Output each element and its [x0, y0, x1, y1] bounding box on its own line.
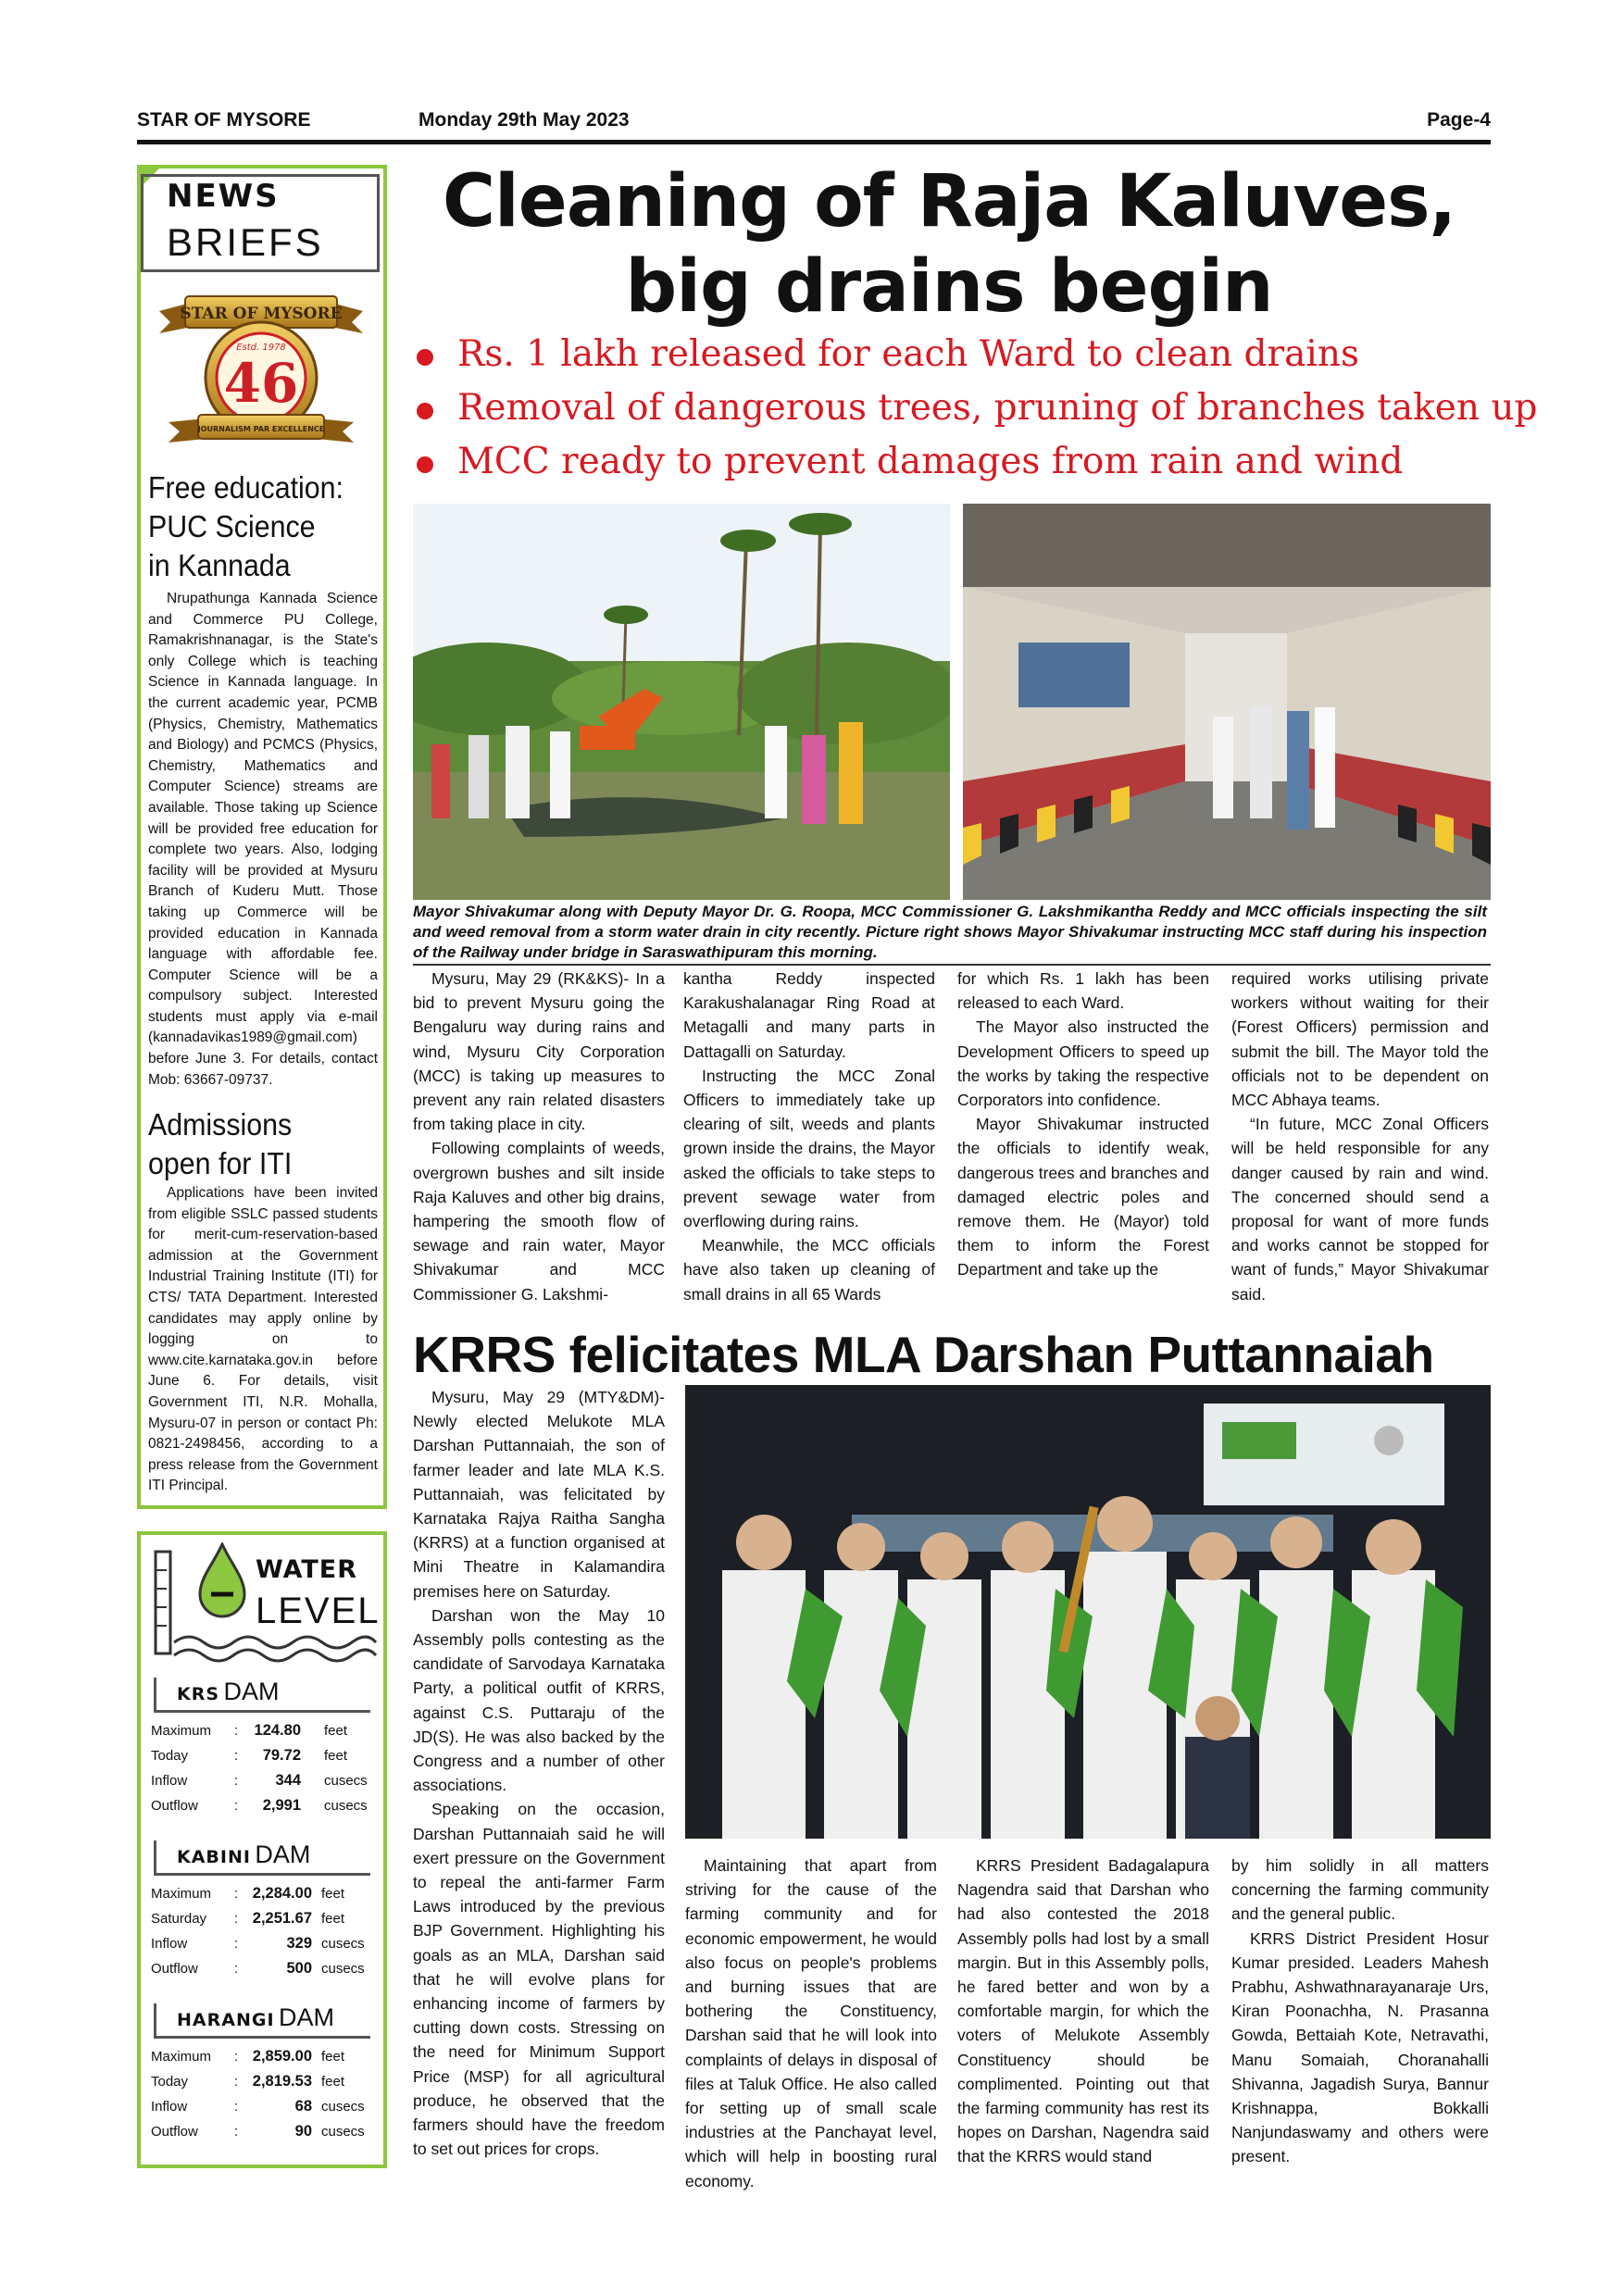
row-label: Maximum [151, 1886, 212, 1902]
paragraph: by him solidly in all matters concerning the farming community and the general public. [1231, 1856, 1489, 1924]
row-value: 79.72 [262, 1747, 301, 1764]
row-colon: : [234, 1911, 239, 1927]
row-label: Today [151, 1748, 189, 1764]
paragraph: Instructing the MCC Zonal Officers to immediately take up clearing of silt, weeds and plants grown inside the drains, the Mayor asked the officials to take steps to prevent sewage water from overflowing during rains. [683, 1066, 935, 1231]
brief-1-heading [148, 468, 361, 585]
brief-2-body: Applications have been invited from eligible SSLC passed students for merit-cum-reservation-based admission at the Government Industrial Training Institute (ITI) for CTS/ TATA Department. Interested candidates may apply online by logging on to www.cite.karnataka.gov.in before June 6. For details, visit Government ITI, N.R. Mohalla, Mysuru-07 in person or contact Ph: 0821-2498456, according to a press release from the Government ITI Principal. [148, 1185, 378, 1494]
paragraph: KRRS President Badagalapura Nagendra said that Darshan who had also contested the 2018 Assembly polls had lost by a small margin. But in this Assembly polls, he fared better and won by a comfortable margin, for which the voters of Melukote Assembly Constituency should be complimented. Pointing out that the farming community has rest its hopes on Darshan, Nagendra said that the KRRS would stand [957, 1856, 1209, 2166]
krs-row-outflow [151, 1793, 382, 1818]
row-label: Outflow [151, 1961, 198, 1977]
row-value: 329 [286, 1935, 312, 1952]
row-value: 2,991 [262, 1797, 301, 1814]
row-unit: feet [321, 1911, 345, 1927]
row-colon: : [234, 2099, 239, 2115]
harangi-dam-suffix: DAM [278, 2003, 334, 2031]
harangi-row-outflow [151, 2119, 382, 2144]
row-unit: feet [324, 1723, 348, 1739]
lead-bullet-1: Rs. 1 lakh released for each Ward to clean drains [457, 333, 1360, 375]
row-label: Inflow [151, 1936, 188, 1952]
lead-column-4 [1231, 967, 1489, 1306]
harangi-dam-label [154, 2003, 370, 2039]
paragraph: Mysuru, May 29 (MTY&DM)- Newly elected Melukote MLA Darshan Puttannaiah, the son of farmer leader and late MLA K.S. Puttannaiah, was felicitated by Karnataka Rajya Raitha Sangha (KRRS) at a function organised at Mini Theatre in Kalamandira premises here on Saturday. [413, 1388, 665, 1601]
row-label: Inflow [151, 2099, 188, 2115]
row-unit: cusecs [324, 1798, 368, 1814]
krrs-column-3 [957, 1853, 1209, 2169]
bullet-dot [417, 403, 433, 419]
paragraph: Mayor Shivakumar instructed the officials to identify weak, dangerous trees and branches and damaged electric poles and remove them. He (Mayor) told them to inform the Forest Department and take up the [957, 1115, 1209, 1279]
krs-row-maximum [151, 1718, 382, 1743]
krrs-column-4 [1231, 1853, 1489, 2169]
logo-anniversary-number: 46 [223, 352, 299, 415]
harangi-dam-name: HARANGI [177, 2010, 275, 2030]
bullet-dot [417, 456, 433, 473]
row-unit: cusecs [321, 1936, 365, 1952]
row-value: 2,859.00 [252, 2048, 312, 2065]
drain-inspection-photo [413, 504, 950, 900]
kabini-dam-label [154, 1841, 370, 1876]
row-unit: cusecs [324, 1773, 368, 1789]
paragraph: Following complaints of weeds, overgrown bushes and silt inside Raja Kaluves and other big drains, hampering the smooth flow of sewage and rain water, Mayor Shivakumar and MCC Commissioner G. Lakshmi- [413, 1139, 665, 1304]
paper-name: STAR OF MYSORE [137, 109, 311, 131]
row-unit: feet [321, 1886, 345, 1902]
star-of-mysore-46-logo [150, 283, 372, 455]
railway-underbridge-photo [963, 504, 1491, 900]
row-colon: : [234, 1961, 239, 1977]
page-number: Page-4 [1427, 109, 1491, 131]
lead-column-1 [413, 967, 665, 1306]
lead-bullet-2: Removal of dangerous trees, pruning of branches taken up [457, 387, 1538, 429]
paragraph: kantha Reddy inspected Karakushalanagar Ring Road at Metagalli and many parts in Dattagalli on Saturday. [683, 969, 935, 1061]
paragraph: required works utilising private workers without waiting for their (Forest Officers) permission and submit the bill. The Mayor told the officials not to be dependent on MCC Abhaya teams. [1231, 969, 1489, 1110]
row-value: 90 [294, 2123, 312, 2140]
paragraph: Maintaining that apart from striving for the cause of the farming community and for economic empowerment, he would also focus on people's problems and burning issues that are bothering the Constituency, Darshan said that he will look into complaints of delays in disposal of files at Taluk Office. He also called for setting up of small scale industries at the Panchayat level, which will help in boosting rural economy. [685, 1856, 937, 2190]
paragraph: “In future, MCC Zonal Officers will be held responsible for any danger caused by rain and wind. The concerned should send a proposal for want of more funds and works cannot be stopped for want of funds,” Mayor Shivakumar said. [1231, 1115, 1489, 1304]
row-value: 2,819.53 [252, 2073, 312, 2090]
kabini-row-maximum [151, 1881, 382, 1906]
brief-2-heading [148, 1105, 361, 1183]
row-unit: cusecs [321, 2124, 365, 2140]
brief-2-heading-line2: open for ITI [148, 1146, 293, 1180]
row-value: 68 [294, 2098, 312, 2115]
krs-row-today [151, 1743, 382, 1768]
row-colon: : [234, 1936, 239, 1952]
row-unit: feet [321, 2049, 345, 2065]
lead-bullet-3: MCC ready to prevent damages from rain and wind [457, 441, 1404, 482]
bullet-dot [417, 349, 433, 366]
paragraph: KRRS District President Hosur Kumar presided. Leaders Mahesh Prabhu, Ashwathnarayanaraje Urs, Kiran Poonachha, N. Prasanna Gowda, Bettaiah Kote, Netravathi, Manu Somaiah, Choranahalli Shivanna, Jagadish Surya, Bannur Krishnappa, Bokkalli Nanjundaswamy and others were present. [1231, 1928, 1489, 2166]
masthead-rule [137, 140, 1491, 144]
row-colon: : [234, 1748, 239, 1764]
krrs-column-1 [413, 1385, 665, 2162]
row-value: 344 [275, 1772, 301, 1789]
row-label: Maximum [151, 1723, 212, 1739]
kabini-dam-suffix: DAM [255, 1841, 311, 1868]
row-unit: feet [324, 1748, 348, 1764]
kabini-row-outflow [151, 1956, 382, 1981]
paragraph: Speaking on the occasion, Darshan Puttannaiah said he will exert pressure on the Government to repeal the anti-farmer Farm Laws introduced by the previous BJP Government. Highlighting his goals as an MLA, Darshan said that he will evolve plans for enhancing income of farmers by cutting down costs. Stressing on the need for Minimum Support Price (MSP) for all agricultural produce, he observed that the farmers should have the freedom to set out prices for crops. [413, 1800, 665, 2159]
row-unit: feet [321, 2074, 345, 2090]
row-colon: : [234, 1773, 239, 1789]
paragraph: Meanwhile, the MCC officials have also taken up cleaning of small drains in all 65 Wards [683, 1236, 935, 1304]
row-value: 2,284.00 [252, 1885, 312, 1902]
kabini-row-saturday [151, 1906, 382, 1931]
lead-headline-line2: big drains begin [625, 245, 1273, 329]
logo-banner-text: STAR OF MYSORE [180, 305, 343, 323]
paragraph: Mysuru, May 29 (RK&KS)- In a bid to prevent Mysuru going the Bengaluru way during rains and wind, Mysuru City Corporation (MCC) is taking up measures to prevent any rain related disasters from taking place in city. [413, 969, 665, 1134]
lead-column-3 [957, 967, 1209, 1282]
issue-date: Monday 29th May 2023 [418, 109, 630, 131]
row-value: 124.80 [254, 1722, 301, 1739]
paragraph: for which Rs. 1 lakh has been released to each Ward. [957, 969, 1209, 1013]
row-colon: : [234, 1798, 239, 1814]
caption-rule [413, 964, 1491, 966]
row-value: 2,251.67 [252, 1910, 312, 1927]
brief-1-body: Nrupathunga Kannada Science and Commerce PU College, Ramakrishnanagar, is the State's only College which is teaching Science in Kannada language. In the current academic year, PCMB (Physics, Chemistry, Mathematics and Biology) and PCMCS (Physics, Chemistry, Mathematics and Computer Science) streams are available. Those taking up Science will be provided free education for complete two years. Also, lodging facility will be provided at Mysuru Branch of Kuderu Mutt. Those taking up Commerce will be provided education in Kannada language with affordable fee. Computer Science will be a compulsory subject. Interested students must apply via e-mail (kannadavikas1989@gmail.com) before June 3. For details, contact Mob: 63667-09737. [148, 591, 378, 1088]
row-colon: : [234, 2049, 239, 2065]
water-level-title-top: WATER [256, 1555, 358, 1584]
krrs-column-2 [685, 1853, 937, 2193]
krs-dam-name: KRS [177, 1684, 220, 1704]
row-value: 500 [286, 1960, 312, 1977]
row-unit: cusecs [321, 1961, 365, 1977]
paragraph: Darshan won the May 10 Assembly polls contesting as the candidate of Sarvodaya Karnataka Party, a political outfit of KRRS, against C.S. Puttaraju of the JD(S). He was also backed by the Congress and a number of other associations. [413, 1605, 665, 1795]
harangi-row-inflow [151, 2094, 382, 2119]
lead-column-2 [683, 967, 935, 1306]
row-label: Saturday [151, 1911, 207, 1927]
brief-1-heading-line2: PUC Science [148, 509, 316, 543]
krs-row-inflow [151, 1768, 382, 1793]
row-colon: : [234, 2074, 239, 2090]
krs-dam-label [154, 1678, 370, 1713]
lead-headline-line1: Cleaning of Raja Kaluves, [442, 160, 1456, 243]
row-colon: : [234, 1723, 239, 1739]
row-label: Outflow [151, 1798, 198, 1814]
lead-photo-caption: Mayor Shivakumar along with Deputy Mayor Dr. G. Roopa, MCC Commissioner G. Lakshmikantha Reddy and MCC officials inspecting the silt and weed removal from a storm water drain in city recently. Picture right shows Mayor Shivakumar instructing MCC staff during his inspection of the Railway under bridge in Saraswathipuram this morning. [413, 903, 1487, 961]
brief-2-heading-line1: Admissions [148, 1107, 293, 1142]
row-label: Outflow [151, 2124, 198, 2140]
harangi-row-today [151, 2069, 382, 2094]
kabini-dam-name: KABINI [177, 1847, 251, 1867]
logo-motto-text: JOURNALISM PAR EXCELLENCE [197, 425, 325, 433]
paragraph: The Mayor also instructed the Development Officers to speed up the works by taking the respective Corporators into confidence. [957, 1017, 1209, 1110]
felicitation-event-photo [685, 1385, 1491, 1839]
krrs-headline: KRRS felicitates MLA Darshan Puttannaiah [413, 1326, 1434, 1383]
harangi-row-maximum [151, 2044, 382, 2069]
row-colon: : [234, 2124, 239, 2140]
row-label: Today [151, 2074, 189, 2090]
news-briefs-title-top: NEWS [167, 178, 280, 215]
water-level-title-bottom: LEVEL [256, 1591, 381, 1631]
krs-dam-suffix: DAM [223, 1678, 280, 1705]
kabini-row-inflow [151, 1931, 382, 1956]
news-briefs-title-bottom: BRIEFS [167, 220, 324, 264]
row-colon: : [234, 1886, 239, 1902]
logo-estd-text: Estd. 1978 [236, 343, 286, 353]
brief-1-heading-line3: in Kannada [148, 548, 291, 582]
row-label: Inflow [151, 1773, 188, 1789]
brief-1-heading-line1: Free education: [148, 470, 344, 505]
row-unit: cusecs [321, 2099, 365, 2115]
row-label: Maximum [151, 2049, 212, 2065]
